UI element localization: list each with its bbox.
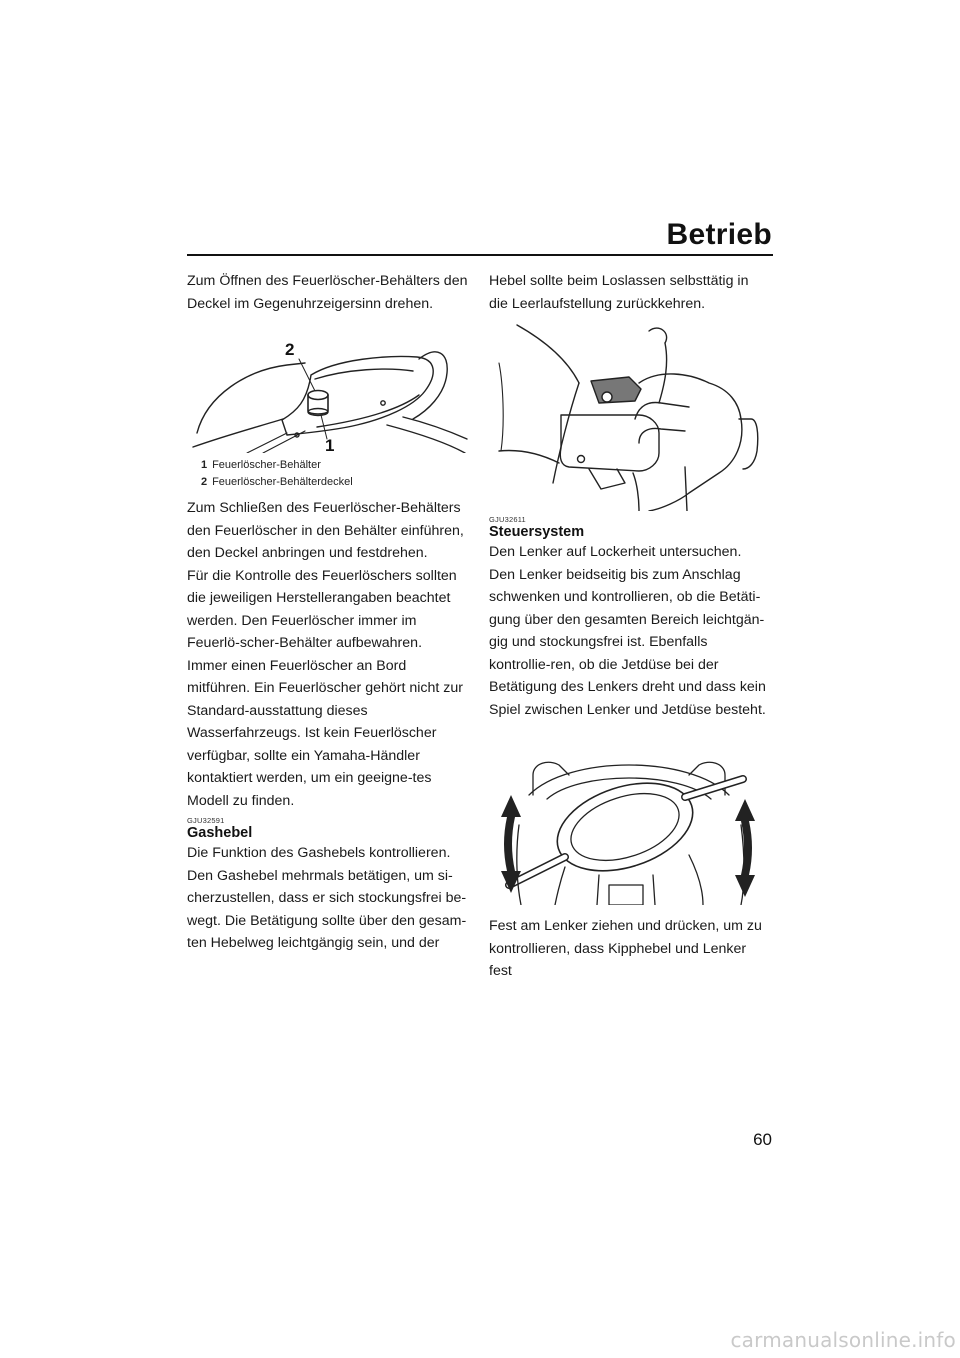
hull-edge: [193, 419, 283, 447]
gashebel-paragraph-1: Die Funktion des Gashebels kontrollieren.: [187, 845, 451, 861]
fire-extinguisher-container-figure: [187, 315, 469, 453]
extinguisher-cap: [308, 391, 328, 400]
steuersystem-paragraph-1: Den Lenker auf Lockerheit untersuchen.: [489, 544, 742, 560]
right-paragraph-pull-push: Fest am Lenker ziehen und drücken, um zu kontrollieren, dass Kipphebel und Lenker fest: [489, 918, 762, 979]
section-code: GJU32591: [187, 816, 225, 825]
right-rotation-arrow-icon: [735, 799, 755, 897]
hand-outline: [639, 374, 742, 511]
section-code: GJU32611: [489, 515, 526, 524]
right-paragraph-lever-return: Hebel sollte beim Loslassen selbsttätig in die Leerlaufstellung zurückkehren.: [489, 273, 749, 312]
throttle-lever-figure: [489, 323, 771, 511]
lid-recess-outline: [282, 357, 433, 435]
right-column: [489, 270, 771, 983]
left-paragraph-maintenance: Für die Kontrolle des Feuerlöschers sollten die jeweiligen Herstellerangaben beachtet werden. Den Feuerlöscher immer im Feuerlö-scher-Behälter aufbewahren.: [187, 567, 457, 651]
figure-legend: [201, 457, 469, 491]
legend-num: 1: [201, 459, 208, 471]
legend-text: Feuerlöscher-Behälterdeckel: [212, 476, 353, 488]
section-title-gashebel: Gashebel: [187, 825, 253, 841]
leader-line-2: [299, 359, 315, 391]
steering-handlebar-figure: [489, 735, 771, 905]
throttle-lever: [591, 377, 641, 403]
left-paragraph-close-container: Zum Schließen des Feuerlöscher-Behälters den Feuerlöscher in den Behälter einführen, den Deckel anbringen und festdrehen.: [187, 500, 464, 561]
handlebar-grip: [560, 415, 659, 471]
legend-item: [201, 474, 469, 491]
legend-item: [201, 457, 469, 474]
callout-2: 2: [285, 340, 295, 359]
console-edge: [517, 325, 579, 383]
page-title: Betrieb: [666, 218, 772, 251]
page-number: 60: [753, 1130, 772, 1149]
callout-1: 1: [325, 436, 335, 453]
legend-text: Feuerlöscher-Behälter: [212, 459, 321, 471]
left-column: [187, 270, 469, 955]
gashebel-paragraph-2: Den Gashebel mehrmals betätigen, um si-cherzustellen, dass er sich stockungsfrei be-wegt. Die Betätigung sollte über den gesam-ten Hebelweg leichtgängig sein, und der: [187, 867, 467, 951]
seat-outline: [197, 363, 305, 433]
legend-num: 2: [201, 476, 208, 488]
steuersystem-paragraph-2: Den Lenker beidseitig bis zum Anschlag schwenken und kontrollieren, ob die Betäti-gung über den gesamten Bereich leichtgän-gig und stockungsfrei ist. Ebenfalls kontrollie-ren, ob die Jetdüse bei der Betätigung des Lenkers dreht und dass kein Spiel zwischen Lenker und Jetdüse besteht.: [489, 566, 766, 718]
section-title-steuersystem: Steuersystem: [489, 524, 585, 540]
steering-console: [546, 767, 704, 886]
header-rule: [187, 254, 773, 256]
watermark: carmanualsonline.info: [730, 1328, 956, 1352]
left-paragraph-open-container: Zum Öffnen des Feuerlöscher-Behälters den Deckel im Gegenuhrzeigersinn drehen.: [187, 273, 468, 312]
left-paragraph-onboard: Immer einen Feuerlöscher an Bord mitführen. Ein Feuerlöscher gehört nicht zur Standard-ausstattung dieses Wasserfahrzeugs. Ist kein Feuerlöscher verfügbar, sollte ein Yamaha-Händler kontaktiert werden, um ein geeigne-tes Modell zu finden.: [187, 657, 463, 809]
